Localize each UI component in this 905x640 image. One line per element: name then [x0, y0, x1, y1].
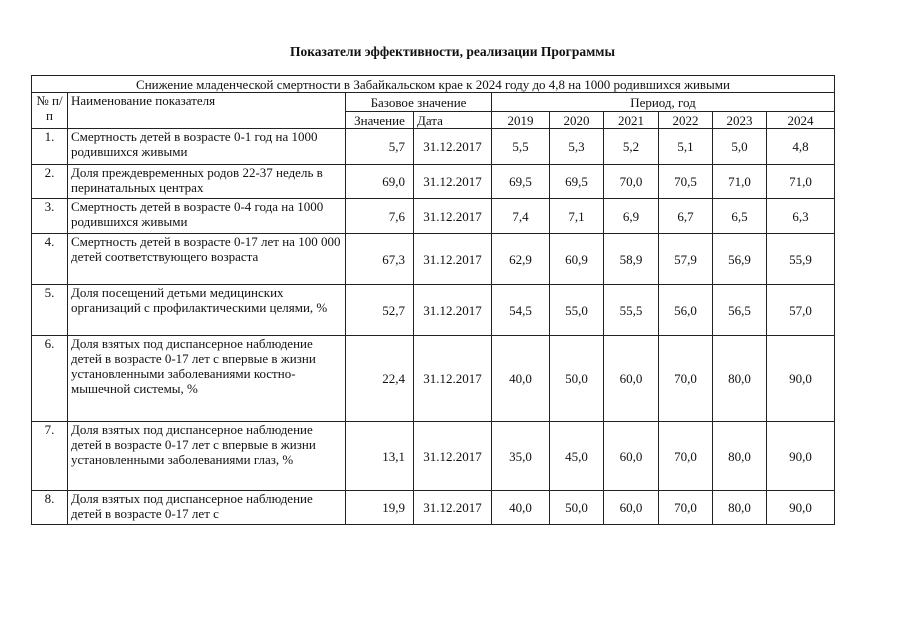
row-base-value: 5,7 — [346, 129, 414, 165]
row-base-value: 67,3 — [346, 234, 414, 285]
header-year: 2019 — [492, 112, 550, 129]
row-year-value: 69,5 — [550, 165, 604, 199]
row-year-value: 60,0 — [604, 491, 659, 525]
row-year-value: 55,5 — [604, 285, 659, 336]
header-year: 2021 — [604, 112, 659, 129]
row-name: Доля взятых под диспансерное наблюдение детей в возрасте 0-17 лет с впервые в жизни установленными заболеваниями глаз, % — [68, 422, 346, 491]
row-year-value: 56,9 — [713, 234, 767, 285]
header-name: Наименование показателя — [68, 93, 346, 129]
row-num: 3. — [32, 199, 68, 234]
row-year-value: 70,5 — [659, 165, 713, 199]
banner-row — [32, 76, 835, 93]
table-row — [32, 129, 835, 165]
row-base-date: 31.12.2017 — [414, 234, 492, 285]
row-year-value: 69,5 — [492, 165, 550, 199]
row-year-value: 70,0 — [659, 336, 713, 422]
row-year-value: 5,1 — [659, 129, 713, 165]
row-num: 5. — [32, 285, 68, 336]
row-year-value: 71,0 — [767, 165, 835, 199]
row-base-value: 22,4 — [346, 336, 414, 422]
row-year-value: 6,5 — [713, 199, 767, 234]
row-year-value: 55,0 — [550, 285, 604, 336]
row-num: 2. — [32, 165, 68, 199]
row-year-value: 56,0 — [659, 285, 713, 336]
table-row — [32, 165, 835, 199]
row-year-value: 6,3 — [767, 199, 835, 234]
row-name: Смертность детей в возрасте 0-4 года на 1000 родившихся живыми — [68, 199, 346, 234]
row-year-value: 80,0 — [713, 336, 767, 422]
row-num: 4. — [32, 234, 68, 285]
row-name: Доля посещений детьми медицинских организаций с профилактическими целями, % — [68, 285, 346, 336]
row-num: 7. — [32, 422, 68, 491]
row-base-value: 13,1 — [346, 422, 414, 491]
row-year-value: 5,0 — [713, 129, 767, 165]
row-base-date: 31.12.2017 — [414, 285, 492, 336]
table-row — [32, 199, 835, 234]
row-year-value: 70,0 — [659, 491, 713, 525]
table-row — [32, 422, 835, 491]
row-num: 6. — [32, 336, 68, 422]
table-row — [32, 491, 835, 525]
document-title: Показатели эффективности, реализации Программы — [289, 44, 616, 59]
row-year-value: 5,5 — [492, 129, 550, 165]
header-year: 2023 — [713, 112, 767, 129]
row-year-value: 70,0 — [604, 165, 659, 199]
row-base-value: 69,0 — [346, 165, 414, 199]
row-base-date: 31.12.2017 — [414, 129, 492, 165]
row-base-value: 19,9 — [346, 491, 414, 525]
row-year-value: 58,9 — [604, 234, 659, 285]
row-year-value: 80,0 — [713, 422, 767, 491]
header-date: Дата — [414, 112, 492, 129]
row-year-value: 7,1 — [550, 199, 604, 234]
row-year-value: 5,2 — [604, 129, 659, 165]
row-name: Доля взятых под диспансерное наблюдение детей в возрасте 0-17 лет с впервые в жизни установленными заболеваниями костно-мышечной системы, % — [68, 336, 346, 422]
row-year-value: 6,7 — [659, 199, 713, 234]
row-year-value: 57,0 — [767, 285, 835, 336]
row-year-value: 40,0 — [492, 491, 550, 525]
row-base-value: 52,7 — [346, 285, 414, 336]
row-year-value: 90,0 — [767, 422, 835, 491]
row-num: 1. — [32, 129, 68, 165]
row-year-value: 6,9 — [604, 199, 659, 234]
row-year-value: 80,0 — [713, 491, 767, 525]
row-year-value: 60,0 — [604, 422, 659, 491]
row-year-value: 45,0 — [550, 422, 604, 491]
row-year-value: 71,0 — [713, 165, 767, 199]
row-year-value: 90,0 — [767, 491, 835, 525]
header-row — [32, 93, 835, 112]
row-name: Смертность детей в возрасте 0-17 лет на 100 000 детей соответствующего возраста — [68, 234, 346, 285]
header-base: Базовое значение — [346, 93, 492, 112]
row-year-value: 60,9 — [550, 234, 604, 285]
row-name: Доля преждевременных родов 22-37 недель в перинатальных центрах — [68, 165, 346, 199]
row-year-value: 55,9 — [767, 234, 835, 285]
row-year-value: 5,3 — [550, 129, 604, 165]
header-value: Значение — [346, 112, 414, 129]
row-base-date: 31.12.2017 — [414, 336, 492, 422]
row-year-value: 54,5 — [492, 285, 550, 336]
row-year-value: 62,9 — [492, 234, 550, 285]
row-base-value: 7,6 — [346, 199, 414, 234]
header-year: 2022 — [659, 112, 713, 129]
table-row — [32, 285, 835, 336]
row-year-value: 35,0 — [492, 422, 550, 491]
row-year-value: 90,0 — [767, 336, 835, 422]
row-name: Доля взятых под диспансерное наблюдение детей в возрасте 0-17 лет с — [68, 491, 346, 525]
header-year: 2024 — [767, 112, 835, 129]
table-row — [32, 234, 835, 285]
row-year-value: 57,9 — [659, 234, 713, 285]
row-base-date: 31.12.2017 — [414, 199, 492, 234]
row-year-value: 60,0 — [604, 336, 659, 422]
row-year-value: 50,0 — [550, 491, 604, 525]
header-year: 2020 — [550, 112, 604, 129]
banner-text: Снижение младенческой смертности в Забайкальском крае к 2024 году до 4,8 на 1000 родившихся живыми — [32, 76, 835, 93]
row-year-value: 70,0 — [659, 422, 713, 491]
row-base-date: 31.12.2017 — [414, 422, 492, 491]
indicators-table — [31, 75, 835, 525]
row-year-value: 50,0 — [550, 336, 604, 422]
header-num: № п/п — [32, 93, 68, 129]
table-row — [32, 336, 835, 422]
header-period: Период, год — [492, 93, 835, 112]
row-base-date: 31.12.2017 — [414, 491, 492, 525]
row-year-value: 56,5 — [713, 285, 767, 336]
row-base-date: 31.12.2017 — [414, 165, 492, 199]
row-year-value: 4,8 — [767, 129, 835, 165]
row-year-value: 40,0 — [492, 336, 550, 422]
row-name: Смертность детей в возрасте 0-1 год на 1000 родившихся живыми — [68, 129, 346, 165]
row-year-value: 7,4 — [492, 199, 550, 234]
row-num: 8. — [32, 491, 68, 525]
